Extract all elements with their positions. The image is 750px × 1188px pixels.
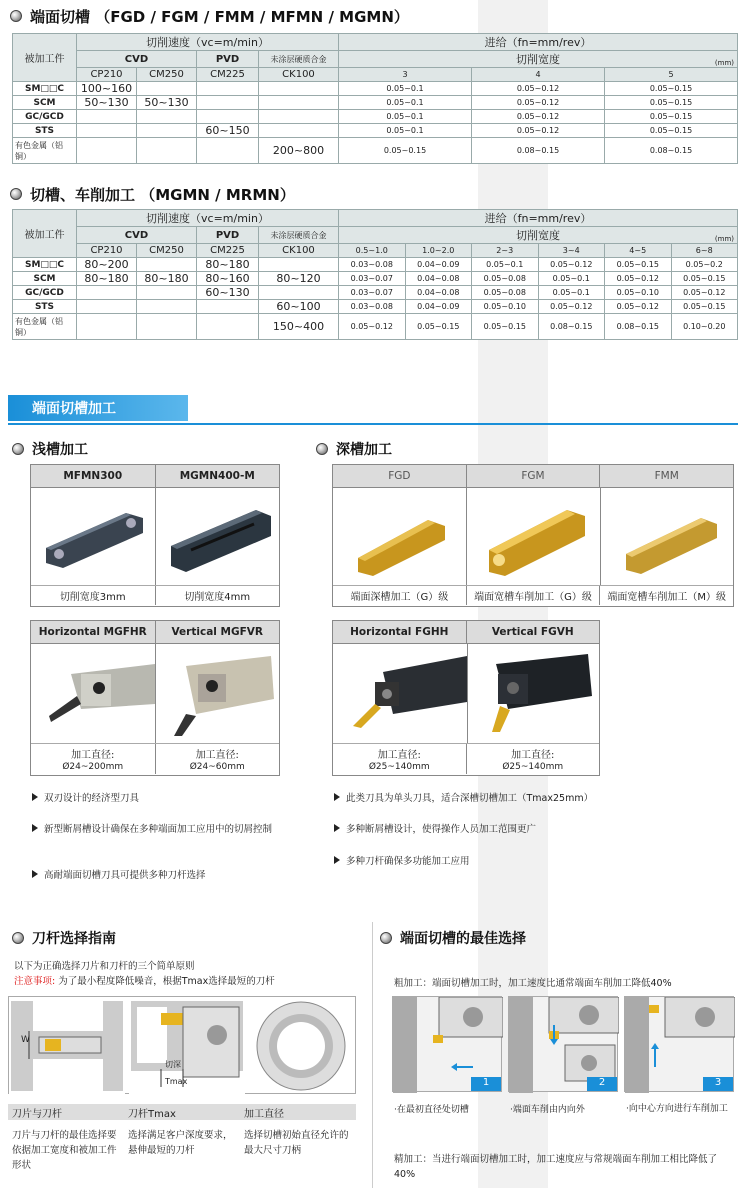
speed-cell: 50~130: [137, 96, 197, 110]
speed-cell: 60~150: [197, 124, 259, 138]
speed-cell: [259, 258, 339, 272]
diameter-label: 加工直径:: [377, 750, 421, 761]
speed-cell: 50~130: [77, 96, 137, 110]
section-title: 深槽加工: [336, 442, 392, 458]
step-number: 3: [703, 1077, 733, 1091]
caption: 端面深槽加工（G）级: [333, 586, 467, 605]
bullet-text: 新型断屑槽设计确保在多种端面加工应用中的切屑控制: [44, 824, 273, 835]
diameter-value: Ø25~140mm: [368, 762, 430, 772]
card-deep-inserts: [332, 464, 734, 607]
width-header: 切削宽度 (mm): [339, 227, 738, 244]
speed-cell: [197, 82, 259, 96]
banner-label: 端面切槽加工: [32, 401, 116, 417]
feed-cell: 0.05~0.1: [339, 96, 472, 110]
diameter-label: 加工直径:: [71, 750, 115, 761]
grade-header: CM225: [197, 244, 259, 258]
section-header-holder-guide: [6, 926, 144, 950]
width-header: 切削宽度 (mm): [339, 51, 738, 68]
feed-header: 进给（fn=mm/rev）: [339, 34, 738, 51]
feed-cell: 0.05~0.1: [339, 82, 472, 96]
holder-image-fghh: [333, 644, 468, 743]
bullet-text: 多种刀杆确保多功能加工应用: [346, 856, 470, 867]
speed-cell: [197, 96, 259, 110]
section-header-shallow: [6, 437, 134, 461]
workpiece-cell: SM□□C: [13, 82, 77, 96]
feed-cell: 0.04~0.09: [405, 300, 472, 314]
pvd-header: PVD: [197, 51, 259, 68]
width-col-header: 6~8: [671, 244, 738, 258]
speed-cell: 200~800: [259, 138, 339, 164]
workpiece-cell: STS: [13, 300, 77, 314]
holder-image-fgvh: [468, 644, 602, 743]
guide-col-text: 刀片与刀杆的最佳选择要依据加工宽度和被加工件形状: [12, 1130, 117, 1171]
feed-cell: 0.08~0.15: [538, 314, 605, 340]
speed-header: 切削速度（vc=m/min）: [77, 210, 339, 227]
bullet-item: [32, 791, 282, 806]
feed-cell: 0.05~0.15: [605, 258, 672, 272]
width-col-header: 2~3: [472, 244, 539, 258]
feed-cell: 0.05~0.08: [472, 286, 539, 300]
card-shallow-holders: [30, 620, 280, 776]
holder-image-mgfhr: [31, 644, 156, 743]
speed-cell: [77, 314, 137, 340]
feed-cell: 0.05~0.15: [671, 272, 738, 286]
banner-face-grooving: [8, 395, 188, 421]
table-row: [13, 286, 738, 300]
workpiece-header: 被加工件: [13, 210, 77, 258]
table-row: [13, 110, 738, 124]
diameter-value: Ø24~200mm: [62, 762, 124, 772]
card-shallow-inserts: [30, 464, 280, 607]
speed-cell: 80~180: [197, 258, 259, 272]
feed-cell: 0.03~0.07: [339, 272, 406, 286]
workpiece-header: 被加工件: [13, 34, 77, 82]
speed-header: 切削速度（vc=m/min）: [77, 34, 339, 51]
feed-cell: 0.05~0.12: [538, 300, 605, 314]
feed-cell: 0.05~0.15: [605, 82, 738, 96]
card-header: FGM: [467, 465, 601, 487]
guide-col-text: 选择满足客户深度要求，悬伸最短的刀杆: [128, 1130, 233, 1156]
speed-cell: [259, 82, 339, 96]
speed-cell: [77, 300, 137, 314]
speed-cell: [77, 110, 137, 124]
speed-cell: [197, 300, 259, 314]
triangle-bullet-icon: [334, 856, 340, 864]
speed-cell: [77, 286, 137, 300]
speed-cell: [77, 124, 137, 138]
speed-cell: [137, 138, 197, 164]
bullet-item: [334, 822, 674, 837]
feed-cell: 0.04~0.08: [405, 272, 472, 286]
section-header-grooving-turning: [4, 182, 314, 206]
step-number: 2: [587, 1077, 617, 1091]
speed-cell: 60~130: [197, 286, 259, 300]
speed-cell: 80~200: [77, 258, 137, 272]
table-grooving-turning: [12, 209, 738, 340]
diameter-label: 加工直径:: [195, 750, 239, 761]
grade-header: CM225: [197, 68, 259, 82]
note-text: 为了最小程度降低噪音，根据Tmax选择最短的刀杆: [58, 976, 275, 987]
feed-cell: 0.04~0.08: [405, 286, 472, 300]
speed-cell: 80~120: [259, 272, 339, 286]
card-header: Horizontal MGFHR: [31, 621, 156, 643]
feed-cell: 0.05~0.15: [605, 96, 738, 110]
bullet-item: [334, 854, 674, 869]
speed-cell: [77, 138, 137, 164]
feed-cell: 0.05~0.15: [472, 314, 539, 340]
bullet-dot-icon: [12, 932, 24, 944]
speed-cell: [137, 82, 197, 96]
speed-cell: [259, 110, 339, 124]
speed-cell: [197, 110, 259, 124]
guide-text-row: [8, 1128, 356, 1173]
feed-header: 进给（fn=mm/rev）: [339, 210, 738, 227]
guide-col-header: 刀片与刀杆: [12, 1108, 62, 1120]
feed-cell: 0.05~0.12: [671, 286, 738, 300]
feed-cell: 0.05~0.12: [538, 258, 605, 272]
speed-cell: [197, 314, 259, 340]
speed-cell: 80~160: [197, 272, 259, 286]
width-col-header: 3~4: [538, 244, 605, 258]
caption: 切削宽度3mm: [31, 586, 156, 605]
feed-cell: 0.05~0.12: [472, 82, 605, 96]
bullet-text: 高耐端面切槽刀具可提供多种刀杆选择: [44, 870, 206, 881]
insert-image-mfmn300: [31, 488, 156, 585]
speed-cell: [137, 124, 197, 138]
table-row: [13, 272, 738, 286]
section-title: 浅槽加工: [32, 442, 88, 458]
finish-text: 精加工：当进行端面切槽加工时，加工速度应与常规端面车削加工相比降低了40%: [394, 1154, 718, 1180]
insert-image-fmm: [601, 488, 734, 585]
feed-cell: 0.08~0.15: [605, 314, 672, 340]
speed-cell: [137, 300, 197, 314]
workpiece-cell: 有色金属（铝铜）: [13, 138, 77, 164]
bullet-text: 此类刀具为单头刀具，适合深槽切槽加工（Tmax25mm）: [346, 793, 594, 804]
step-diagram-2: [508, 996, 618, 1092]
speed-cell: [137, 110, 197, 124]
note-label: 注意事项:: [14, 976, 56, 987]
speed-cell: [137, 314, 197, 340]
triangle-bullet-icon: [32, 793, 38, 801]
speed-cell: [197, 138, 259, 164]
card-header: Horizontal FGHH: [333, 621, 467, 643]
bullet-item: [32, 822, 292, 837]
width-col-header: 0.5~1.0: [339, 244, 406, 258]
grade-header: CK100: [259, 244, 339, 258]
workpiece-cell: SCM: [13, 96, 77, 110]
card-header: MGMN400-M: [179, 470, 255, 482]
table-row: [13, 96, 738, 110]
feed-cell: 0.05~0.12: [472, 124, 605, 138]
step-diagram-3: [624, 996, 734, 1092]
speed-cell: [259, 124, 339, 138]
bullet-dot-icon: [380, 932, 392, 944]
feed-cell: 0.05~0.10: [605, 286, 672, 300]
grade-header: CK100: [259, 68, 339, 82]
workpiece-cell: STS: [13, 124, 77, 138]
tmax-label: Tmax: [165, 1077, 188, 1086]
workpiece-cell: SCM: [13, 272, 77, 286]
triangle-bullet-icon: [334, 793, 340, 801]
guide-col-header: 加工直径: [244, 1108, 284, 1120]
feed-cell: 0.05~0.1: [538, 272, 605, 286]
table-row: [13, 258, 738, 272]
feed-cell: 0.03~0.08: [339, 300, 406, 314]
width-col-header: 1.0~2.0: [405, 244, 472, 258]
feed-cell: 0.03~0.08: [339, 258, 406, 272]
uncoated-header: 未涂层硬质合金: [259, 51, 339, 68]
feed-cell: 0.05~0.1: [339, 110, 472, 124]
feed-cell: 0.03~0.07: [339, 286, 406, 300]
section-header-deep: [310, 437, 446, 461]
triangle-bullet-icon: [32, 870, 38, 878]
table-row: [13, 124, 738, 138]
feed-cell: 0.05~0.15: [605, 110, 738, 124]
table-row: [13, 300, 738, 314]
speed-cell: [259, 96, 339, 110]
bullet-text: 双刃设计的经济型刀具: [44, 793, 140, 804]
card-header: Vertical FGVH: [491, 626, 574, 638]
step-number: 1: [471, 1077, 501, 1091]
guide-intro: 以下为正确选择刀片和刀杆的三个简单原则: [14, 961, 195, 972]
width-col-header: 5: [605, 68, 738, 82]
speed-cell: 80~180: [77, 272, 137, 286]
workpiece-cell: GC/GCD: [13, 286, 77, 300]
card-deep-holders: [332, 620, 600, 776]
card-header: Vertical MGFVR: [171, 626, 263, 638]
diameter-label: 加工直径:: [511, 750, 555, 761]
guide-col-header: 刀杆Tmax: [128, 1108, 176, 1120]
speed-cell: [137, 258, 197, 272]
feed-cell: 0.04~0.09: [405, 258, 472, 272]
step-caption: ·在最初直径处切槽: [394, 1105, 469, 1115]
pvd-header: PVD: [197, 227, 259, 244]
bullet-item: [334, 791, 674, 806]
bullet-item: [32, 868, 292, 883]
feed-cell: 0.05~0.12: [339, 314, 406, 340]
section-title: 切槽、车削加工 （MGMN / MRMN）: [30, 185, 295, 204]
bullet-dot-icon: [10, 10, 22, 22]
workpiece-cell: GC/GCD: [13, 110, 77, 124]
speed-cell: 150~400: [259, 314, 339, 340]
table-face-grooving: [12, 33, 738, 164]
banner-divider: [8, 423, 738, 425]
insert-image-fgm: [467, 488, 601, 585]
triangle-bullet-icon: [32, 824, 38, 832]
feed-cell: 0.05~0.1: [339, 124, 472, 138]
workpiece-cell: SM□□C: [13, 258, 77, 272]
w-label: W: [21, 1035, 30, 1045]
uncoated-header: 未涂层硬质合金: [259, 227, 339, 244]
caption: 端面宽槽车削加工（G）级: [467, 586, 601, 605]
feed-cell: 0.05~0.15: [605, 124, 738, 138]
diameter-value: Ø25~140mm: [502, 762, 564, 772]
guide-note: [14, 973, 275, 987]
feed-cell: 0.05~0.12: [605, 272, 672, 286]
width-col-header: 3: [339, 68, 472, 82]
table-row: [13, 314, 738, 340]
caption: 端面宽槽车削加工（M）级: [607, 592, 726, 603]
grade-header: CM250: [137, 244, 197, 258]
speed-cell: 80~180: [137, 272, 197, 286]
section-title: 端面切槽 （FGD / FGM / FMM / MFMN / MGMN）: [30, 7, 409, 26]
cvd-header: CVD: [77, 51, 197, 68]
feed-cell: 0.05~0.15: [671, 300, 738, 314]
caption: 切削宽度4mm: [184, 592, 251, 603]
feed-cell: 0.08~0.15: [472, 138, 605, 164]
insert-image-fgd: [333, 488, 467, 585]
feed-cell: 0.10~0.20: [671, 314, 738, 340]
section-title: 刀杆选择指南: [32, 931, 116, 947]
column-divider: [372, 922, 373, 1188]
bullet-dot-icon: [10, 188, 22, 200]
card-header: FGD: [333, 465, 467, 487]
depth-label: 切深: [165, 1060, 181, 1069]
table-row: [13, 138, 738, 164]
rough-text: 粗加工：端面切槽加工时，加工速度比通常端面车削加工降低40%: [394, 978, 672, 989]
step-diagram-1: [392, 996, 502, 1092]
diameter-value: Ø24~60mm: [189, 762, 245, 772]
feed-cell: 0.05~0.12: [472, 96, 605, 110]
triangle-bullet-icon: [334, 824, 340, 832]
table-row: [13, 82, 738, 96]
bullet-dot-icon: [316, 443, 328, 455]
speed-cell: 100~160: [77, 82, 137, 96]
section-header-best-choice: [374, 926, 570, 950]
card-header: MFMN300: [31, 465, 156, 487]
step-caption: ·端面车削由内向外: [510, 1105, 585, 1115]
feed-cell: 0.05~0.15: [405, 314, 472, 340]
grade-header: CP210: [77, 68, 137, 82]
section-title: 端面切槽的最佳选择: [400, 931, 526, 947]
speed-cell: [259, 286, 339, 300]
insert-image-mgmn400: [156, 488, 280, 585]
workpiece-cell: 有色金属（铝铜）: [13, 314, 77, 340]
speed-cell: 60~100: [259, 300, 339, 314]
feed-cell: 0.05~0.1: [472, 258, 539, 272]
grade-header: CM250: [137, 68, 197, 82]
bullet-dot-icon: [12, 443, 24, 455]
width-col-header: 4: [472, 68, 605, 82]
guide-diagram: [8, 996, 356, 1094]
feed-cell: 0.05~0.10: [472, 300, 539, 314]
grade-header: CP210: [77, 244, 137, 258]
feed-cell: 0.05~0.15: [339, 138, 472, 164]
holder-image-mgfvr: [156, 644, 280, 743]
step-caption: ·向中心方向进行车削加工: [626, 1104, 728, 1114]
feed-cell: 0.05~0.1: [538, 286, 605, 300]
feed-cell: 0.08~0.15: [605, 138, 738, 164]
bullet-text: 多种断屑槽设计，使得操作人员加工范围更广: [346, 824, 537, 835]
width-col-header: 4~5: [605, 244, 672, 258]
guide-col-text: 选择切槽初始直径允许的最大尺寸刀柄: [244, 1130, 349, 1156]
feed-cell: 0.05~0.08: [472, 272, 539, 286]
guide-header-row: [8, 1104, 356, 1120]
cvd-header: CVD: [77, 227, 197, 244]
speed-cell: [137, 286, 197, 300]
feed-cell: 0.05~0.2: [671, 258, 738, 272]
section-header-face-grooving: [4, 4, 410, 28]
card-header: FMM: [654, 470, 679, 482]
feed-cell: 0.05~0.12: [605, 300, 672, 314]
feed-cell: 0.05~0.12: [472, 110, 605, 124]
